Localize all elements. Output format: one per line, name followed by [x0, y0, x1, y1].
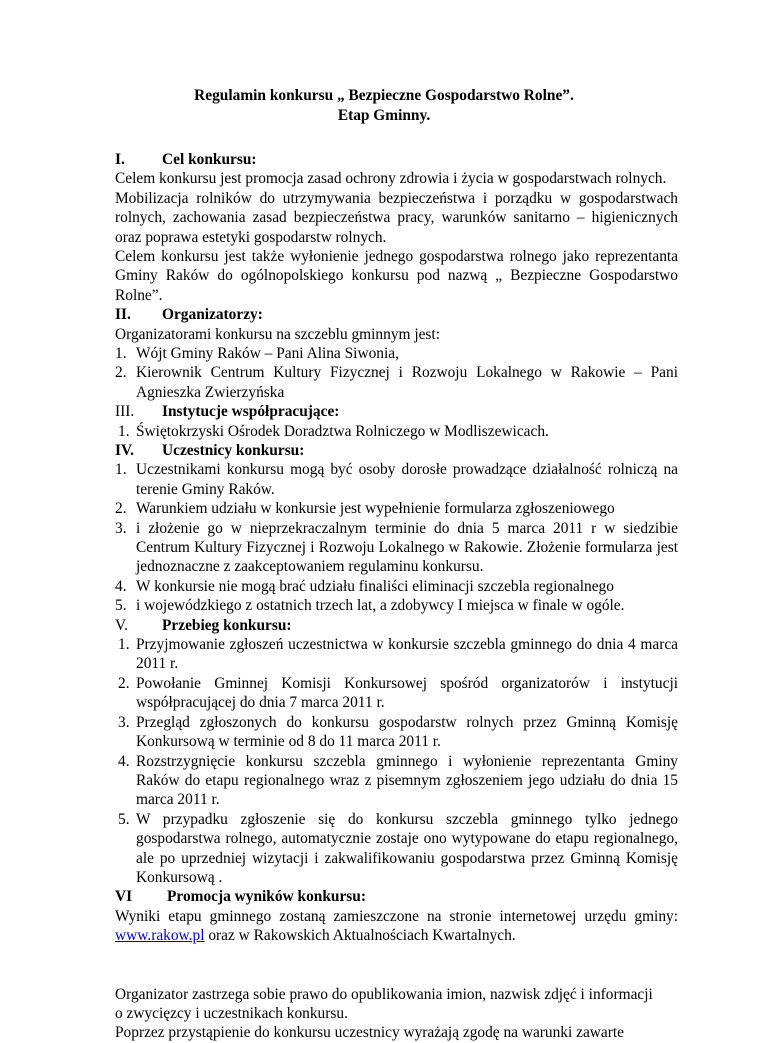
- list-item-number: 1.: [118, 636, 130, 654]
- list-item-number: 4.: [115, 577, 127, 595]
- list-item: [115, 713, 678, 752]
- list-item: [115, 810, 678, 888]
- list-item: [115, 422, 678, 441]
- section-2-heading: [115, 305, 678, 324]
- section-4-title: Uczestnicy konkursu:: [162, 442, 305, 460]
- list-item-number: 2.: [115, 364, 127, 382]
- section-2-intro: Organizatorami konkursu na szczeblu gminnym jest:: [115, 325, 440, 343]
- list-item-text: Świętokrzyski Ośrodek Doradztwa Rolniczego w Modliszewicach.: [136, 422, 549, 440]
- section-3-number: III.: [115, 403, 135, 421]
- section-6-paragraph: [115, 907, 678, 946]
- list-item-text: i wojewódzkiego z ostatnich trzech lat, a zdobywcy I miejsca w finale w ogóle.: [136, 597, 625, 615]
- list-item: [115, 674, 678, 713]
- section-2-number: II.: [115, 306, 131, 324]
- section-4-heading: [115, 441, 678, 460]
- list-item-number: 1.: [115, 461, 127, 479]
- list-item: [115, 752, 678, 810]
- list-item-number: 5.: [118, 810, 130, 828]
- list-item-text: Przyjmowanie zgłoszeń uczestnictwa w konkursie szczebla gminnego do dnia 4 marca 2011 r.: [136, 636, 678, 673]
- document-body: [115, 150, 678, 1043]
- section-1-number: I.: [115, 151, 125, 168]
- list-item: [115, 363, 678, 402]
- list-item: [115, 460, 678, 499]
- list-item-text: Wójt Gminy Raków – Pani Alina Siwonia,: [136, 345, 399, 363]
- section-1-paragraph: Celem konkursu jest promocja zasad ochrony zdrowia i życia w gospodarstwach rolnych.: [115, 170, 667, 188]
- list-item: [115, 577, 678, 596]
- list-item-text: Kierownik Centrum Kultury Fizycznej i Rozwoju Lokalnego w Rakowie – Pani Agnieszka Zwierzyńska: [136, 364, 678, 401]
- section-1-paragraph: Mobilizacja rolników do utrzymywania bezpieczeństwa i porządku w gospodarstwach rolnych, zachowania zasad bezpieczeństwa pracy, warunków sanitarno – higienicznych oraz poprawa estetyki gospodarstw rolnych.: [115, 189, 678, 246]
- section-1-paragraph: Celem konkursu jest także wyłonienie jednego gospodarstwa rolnego jako reprezentanta Gminy Raków do ogólnopolskiego konkursu pod nazwą „ Bezpieczne Gospodarstwo Rolne”.: [115, 248, 678, 304]
- section-5-title: Przebieg konkursu:: [162, 616, 292, 634]
- title-line-1: Regulamin konkursu „ Bezpieczne Gospodarstwo Rolne”.: [194, 87, 574, 104]
- section-6-text: oraz w Rakowskich Aktualnościach Kwartalnych.: [204, 927, 516, 945]
- list-item-number: 1.: [118, 422, 130, 440]
- section-5-heading: [115, 616, 678, 635]
- list-item-number: 3.: [118, 713, 130, 731]
- closing-line: Organizator zastrzega sobie prawo do opublikowania imion, nazwisk zdjęć i informacji: [115, 985, 653, 1003]
- list-item: [115, 519, 678, 577]
- list-item-number: 2.: [115, 500, 127, 518]
- list-item-text: Przegląd zgłoszonych do konkursu gospodarstw rolnych przez Gminną Komisję Konkursową w terminie od 8 do 11 marca 2011 r.: [136, 713, 678, 751]
- list-item-number: 2.: [118, 674, 130, 692]
- list-item-text: i złożenie go w nieprzekraczalnym terminie do dnia 5 marca 2011 r w siedzibie Centrum Kultury Fizycznej i Rozwoju Lokalnego w Rakowie. Złożenie formularza jest jednoznaczne z zaakceptowaniem regulaminu konkursu.: [136, 519, 678, 576]
- section-3-title: Instytucje współpracujące:: [162, 403, 340, 421]
- section-6-title: Promocja wyników konkursu:: [167, 888, 366, 906]
- website-link[interactable]: www.rakow.pl: [115, 927, 205, 945]
- closing-line: Poprzez przystąpienie do konkursu uczestnicy wyrażają zgodę na warunki zawarte: [115, 1024, 624, 1042]
- list-item-number: 4.: [118, 752, 130, 770]
- section-6-number: VI: [115, 888, 133, 906]
- closing-line: o zwycięzcy i uczestnikach konkursu.: [115, 1004, 348, 1022]
- section-6-heading: [115, 887, 678, 906]
- list-item-text: W konkursie nie mogą brać udziału finaliści eliminacji szczebla regionalnego: [136, 577, 614, 595]
- list-item: [115, 635, 678, 674]
- list-item: [115, 596, 678, 615]
- section-5-number: V.: [115, 616, 128, 634]
- list-item-text: Rozstrzygnięcie konkursu szczebla gminnego i wyłonienie reprezentanta Gminy Raków do etapu regionalnego wraz z pisemnym zgłoszeniem jego udziału do dnia 15 marca 2011 r.: [136, 752, 678, 809]
- section-1-title: Cel konkursu:: [162, 151, 257, 168]
- section-3-heading: [115, 402, 678, 421]
- list-item-number: 5.: [115, 597, 127, 615]
- list-item-number: 1.: [115, 345, 127, 363]
- section-6-text: Wyniki etapu gminnego zostaną zamieszczone na stronie internetowej urzędu gminy:: [115, 907, 678, 925]
- list-item: [115, 344, 678, 363]
- list-item-text: Powołanie Gminnej Komisji Konkursowej spośród organizatorów i instytucji współpracującej do dnia 7 marca 2011 r.: [136, 674, 678, 712]
- list-item: [115, 499, 678, 518]
- spacer: [115, 946, 678, 985]
- section-1-heading: [115, 150, 678, 169]
- section-2-title: Organizatorzy:: [162, 306, 263, 324]
- section-4-number: IV.: [115, 442, 134, 460]
- list-item-number: 3.: [115, 519, 127, 537]
- title-line-2: Etap Gminny.: [337, 107, 431, 124]
- list-item-text: Uczestnikami konkursu mogą być osoby dorosłe prowadzące działalność rolniczą na terenie Gminy Raków.: [136, 461, 678, 498]
- list-item-text: W przypadku zgłoszenie się do konkursu szczebla gminnego tylko jednego gospodarstwa rolnego, automatycznie zostaje ono wytypowane do etapu regionalnego, ale po uprzedniej wizytacji i zakwalifikowaniu gospodarstwa przez Gminną Komisję Konkursową .: [136, 810, 678, 886]
- list-item-text: Warunkiem udziału w konkursie jest wypełnienie formularza zgłoszeniowego: [136, 500, 615, 518]
- document-title: [0, 86, 768, 126]
